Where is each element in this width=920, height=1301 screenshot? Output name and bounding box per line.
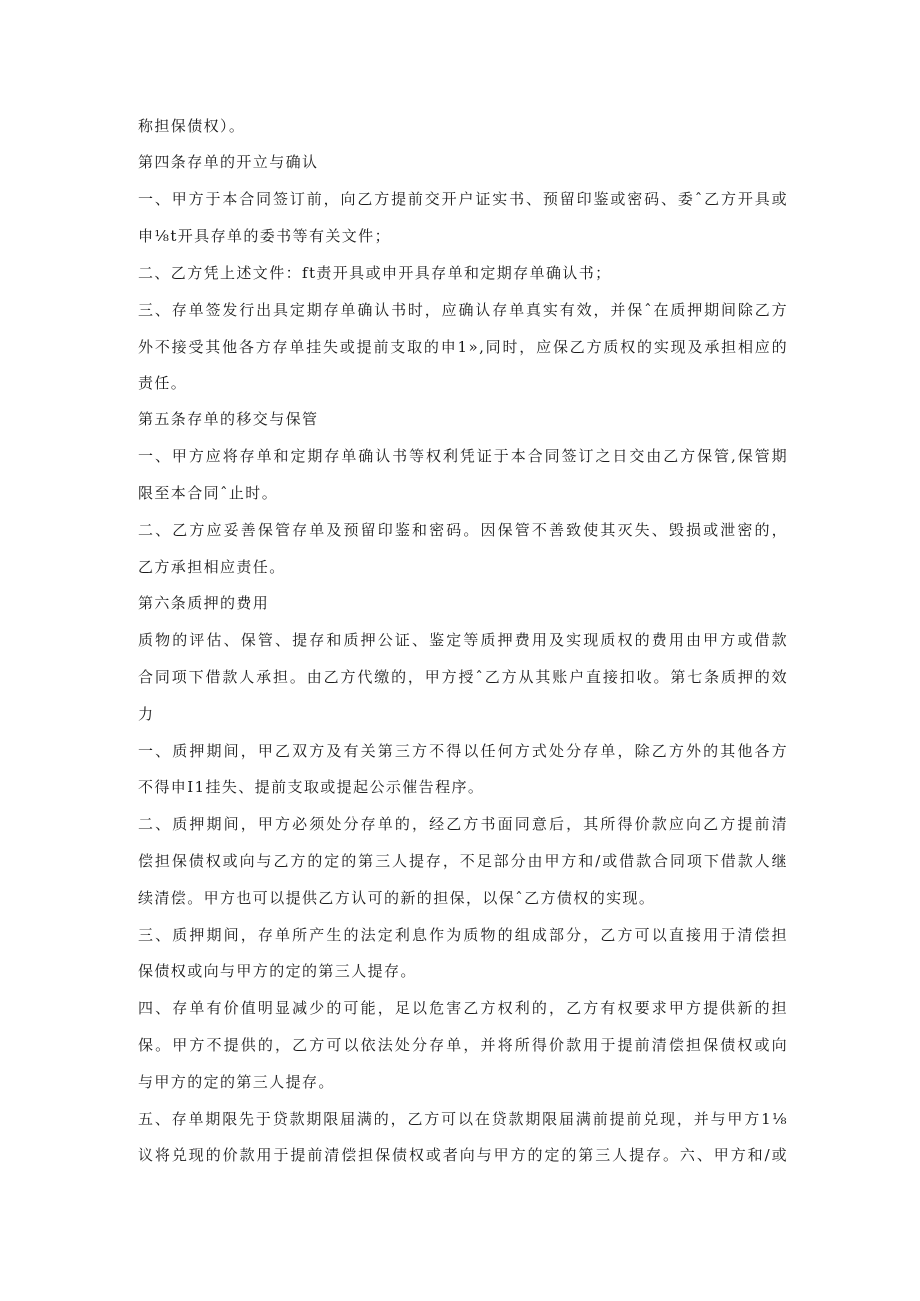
- text-line: 质物的评估、保管、提存和质押公证、鉴定等质押费用及实现质权的费用由甲方或借款: [138, 631, 788, 649]
- text-line: 二、质押期间，甲方必须处分存单的，经乙方书面同意后，其所得价款应向乙方提前清: [138, 815, 788, 833]
- text-line: 二、乙方凭上述文件：ft责开具或申开具存单和定期存单确认书；: [138, 264, 612, 282]
- text-line: 四、存单有价值明显减少的可能，足以危害乙方权利的，乙方有权要求甲方提供新的担: [138, 999, 788, 1017]
- section-heading: 第五条存单的移交与保管: [138, 410, 319, 428]
- text-line: 一、质押期间，甲乙双方及有关第三方不得以任何方式处分存单，除乙方外的其他各方: [138, 742, 788, 760]
- text-line: 乙方承担相应责任。: [138, 558, 286, 576]
- text-line: 申⅛t开具存单的委书等有关文件；: [138, 227, 391, 245]
- text-line: 五、存单期限先于贷款期限届满的，乙方可以在贷款期限届满前提前兑现，并与甲方1⅛: [138, 1110, 788, 1128]
- text-line: 议将兑现的价款用于提前清偿担保债权或者向与甲方的定的第三人提存。六、甲方和/或: [138, 1146, 788, 1164]
- text-line: 与甲方的定的第三人提存。: [138, 1073, 335, 1091]
- text-line: 不得申I1挂失、提前支取或提起公示催告程序。: [138, 778, 485, 796]
- text-line: 二、乙方应妥善保管存单及预留印鉴和密码。因保管不善致使其灭失、毁损或泄密的，: [138, 521, 788, 539]
- text-line: 一、甲方应将存单和定期存单确认书等权利凭证于本合同签订之日交由乙方保管,保管期: [138, 447, 788, 465]
- text-line: 偿担保债权或向与乙方的定的第三人提存，不足部分由甲方和/或借款合同项下借款人继: [138, 852, 788, 870]
- text-line: 力: [138, 705, 155, 723]
- text-line: 保。甲方不提供的，乙方可以依法处分存单，并将所得价款用于提前清偿担保债权或向: [138, 1036, 788, 1054]
- section-heading: 第六条质押的费用: [138, 594, 270, 612]
- text-line: 三、存单签发行出具定期存单确认书时，应确认存单真实有效，并保ˆ在质押期间除乙方: [138, 301, 788, 319]
- text-line: 外不接受其他各方存单挂失或提前支取的申1»,同时，应保乙方质权的实现及承担相应的: [138, 338, 788, 356]
- text-line: 一、甲方于本合同签订前，向乙方提前交开户证实书、预留印鉴或密码、委ˆ乙方开具或: [138, 190, 788, 208]
- text-line: 限至本合同ˆ止时。: [138, 484, 279, 502]
- text-line: 责任。: [138, 374, 188, 392]
- text-line: 保债权或向与甲方的定的第三人提存。: [138, 962, 417, 980]
- text-line: 续清偿。甲方也可以提供乙方认可的新的担保，以保ˆ乙方债权的实现。: [138, 889, 656, 907]
- text-line: 合同项下借款人承担。由乙方代缴的，甲方授ˆ乙方从其账户直接扣收。第七条质押的效: [138, 668, 788, 686]
- text-line: 称担保债权）。: [138, 117, 246, 135]
- text-line: 三、质押期间，存单所产生的法定利息作为质物的组成部分，乙方可以直接用于清偿担: [138, 926, 788, 944]
- section-heading: 第四条存单的开立与确认: [138, 153, 319, 171]
